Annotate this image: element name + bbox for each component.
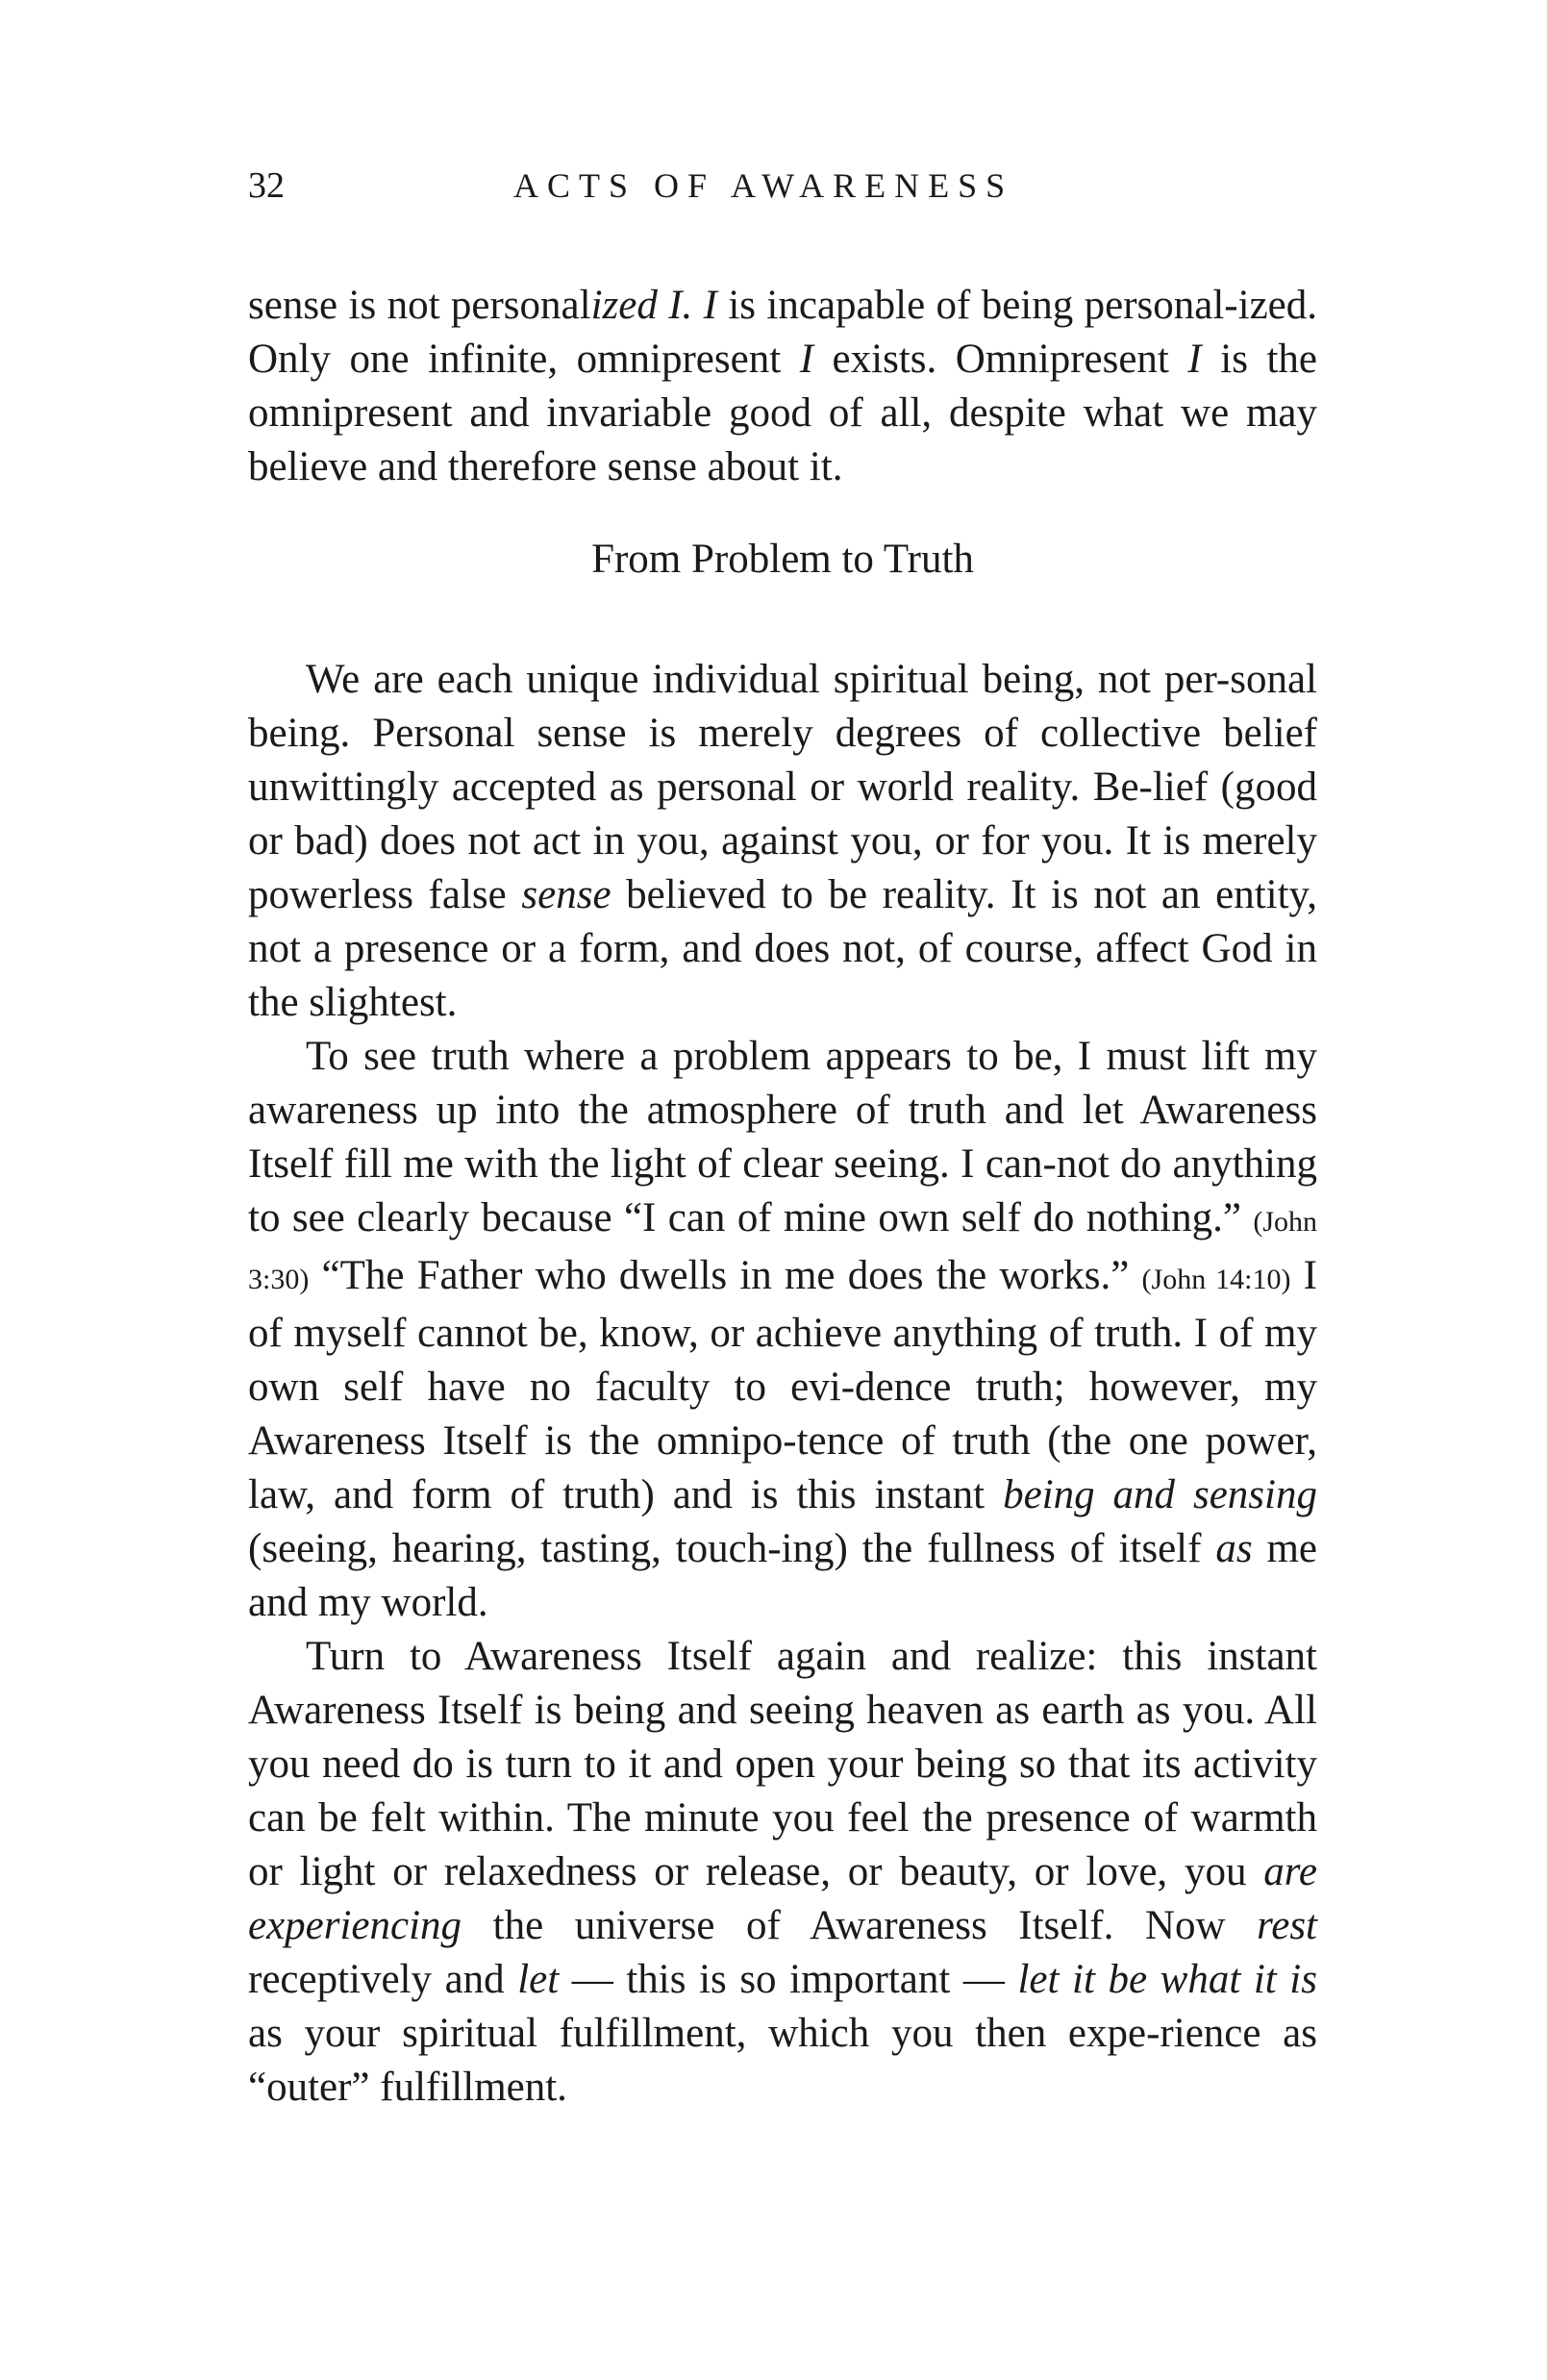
text-run: I of myself cannot be, know, or achieve anything of truth. I of my own self have no faculty to evi-dence truth; however, my Awareness Itself is the omnipo-tence of truth (the one power, law, and form of truth) and is this instant [248, 1253, 1317, 1517]
page-number: 32 [248, 165, 285, 206]
text-run: — this is so important — [559, 1957, 1018, 2002]
italic-text: are experiencing [248, 1849, 1317, 1948]
text-run: me and my world. [248, 1526, 1317, 1625]
section-heading: From Problem to Truth [591, 537, 974, 582]
text-run: receptively and [248, 1957, 518, 2002]
italic-text: as [1215, 1526, 1253, 1571]
italic-text: sense [521, 872, 611, 917]
italic-text: being and sensing [1003, 1472, 1317, 1517]
paragraph [248, 1030, 1317, 1630]
text-run: believed to be reality. It is not an entity, not a presence or a form, and does not, of course, affect God in the slightest. [248, 872, 1317, 1025]
paragraph [248, 653, 1317, 1030]
text-run: (seeing, hearing, tasting, touch-ing) the fullness of itself [248, 1526, 1216, 1571]
italic-text: ized [590, 283, 658, 328]
text-run [658, 283, 668, 328]
italic-text: I [1187, 337, 1202, 382]
italic-text: I [799, 337, 814, 382]
text-run: as your spiritual fulfillment, which you then expe-rience as “outer” fulfillment. [248, 2011, 1317, 2110]
italic-text: let it be what it is [1017, 1957, 1317, 2002]
text-run: “The Father who dwells in me does the works.” [309, 1253, 1142, 1298]
running-head [248, 162, 1315, 210]
italic-text: I. I [668, 283, 717, 328]
text-run: exists. Omnipresent [813, 337, 1188, 382]
italic-text: let [517, 1957, 560, 2002]
scripture-citation: (John 3:30) [248, 1206, 1317, 1295]
body-text [248, 279, 1317, 2115]
book-title: ACTS OF AWARENESS [513, 166, 1014, 205]
paragraph-continued [248, 279, 1317, 494]
text-run: is the omnipresent and invariable good of all, despite what we may believe and therefore sense about it. [248, 337, 1317, 489]
text-run: Turn to Awareness Itself again and realize: this instant Awareness Itself is being and seeing heaven as earth as you. All you need do is turn to it and open your being so that its activity can be felt within. The minute you feel the presence of warmth or light or relaxedness or release, or beauty, or love, you [248, 1634, 1317, 1894]
text-run: the universe of Awareness Itself. Now [462, 1903, 1258, 1948]
text-run: To see truth where a problem appears to be, I must lift my awareness up into the atmosphere of truth and let Awareness Itself fill me with the light of clear seeing. I can-not do anything to see clearly because “I can of mine own self do nothing.” [248, 1034, 1317, 1240]
scripture-citation: (John 14:10) [1141, 1264, 1291, 1295]
text-run: We are each unique individual spiritual being, not per-sonal being. Personal sense is merely degrees of collective belief unwittingly accepted as personal or world reality. Be-lief (good or bad) does not act in you, against you, or for you. It is merely powerless false [248, 657, 1317, 917]
italic-text: rest [1257, 1903, 1317, 1948]
text-run: sense is not personal [248, 283, 591, 328]
text-run: is incapable of being personal-ized. Only one infinite, omnipresent [248, 283, 1317, 382]
paragraph [248, 1630, 1317, 2115]
